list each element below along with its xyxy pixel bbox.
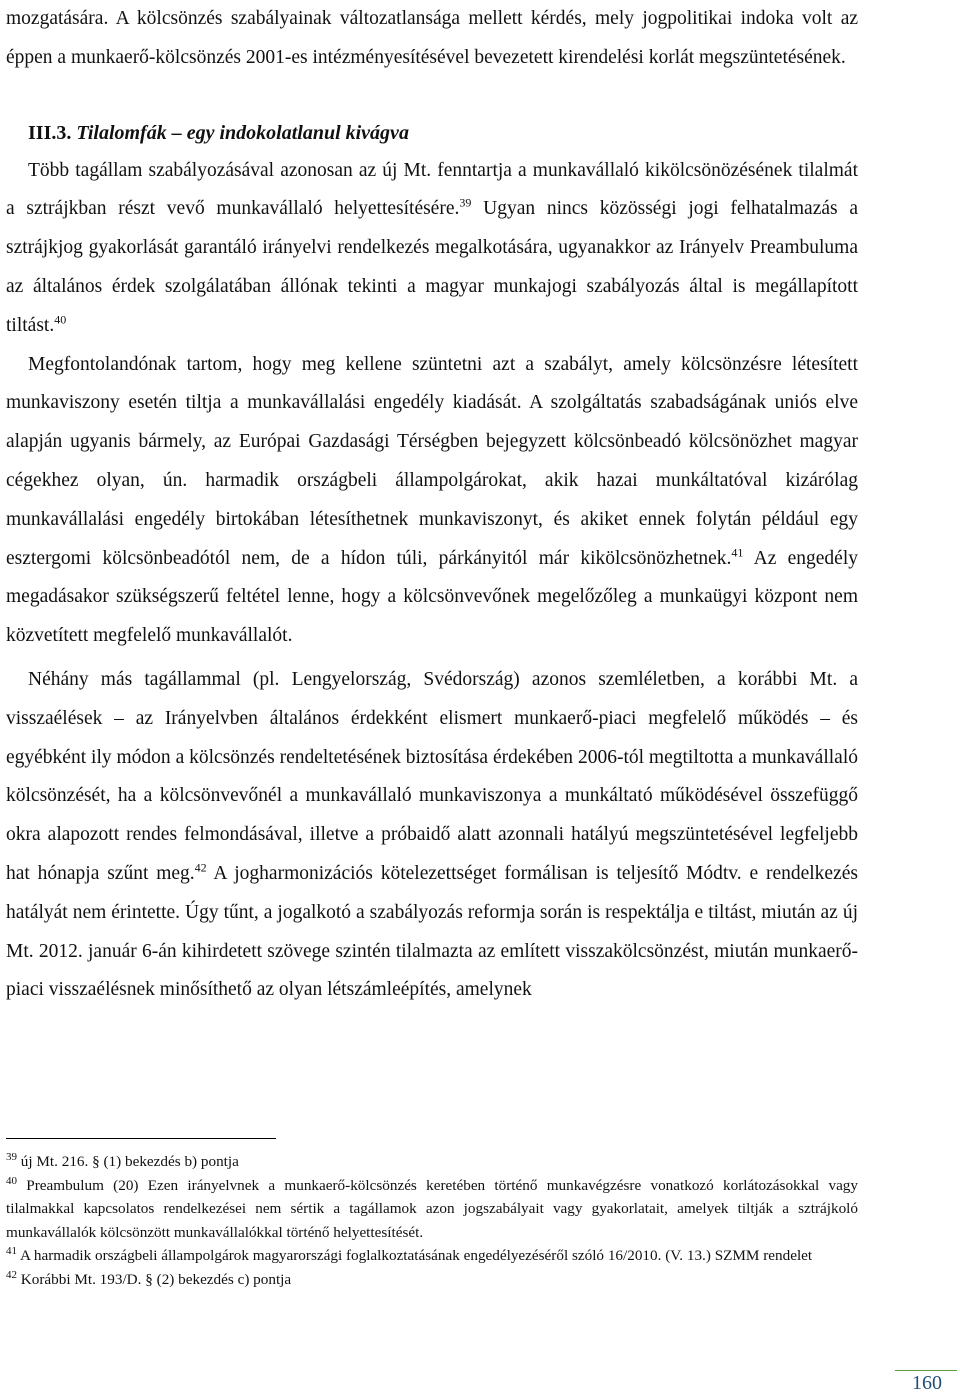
footnote-number: 40 (6, 1174, 17, 1187)
footnote-42 (6, 1268, 858, 1292)
footnote-40 (6, 1174, 858, 1245)
footnote-ref-39[interactable]: 39 (459, 195, 472, 210)
paragraph-rehire-ban (6, 661, 858, 1010)
paragraph-work-permit (6, 346, 858, 656)
footnote-number: 39 (6, 1150, 17, 1163)
footnote-number: 42 (6, 1268, 17, 1281)
paragraph-strike-ban (6, 152, 858, 346)
document-body (6, 0, 858, 1010)
heading-title: Tilalomfák – egy indokolatlanul kivágva (76, 121, 409, 144)
heading-number: III.3. (28, 121, 72, 144)
footnote-ref-40[interactable]: 40 (54, 312, 67, 327)
footnote-text: Korábbi Mt. 193/D. § (2) bekezdés c) pontja (17, 1270, 292, 1288)
paragraph-text: Néhány más tagállammal (pl. Lengyelország, Svédország) azonos szemléletben, a korábbi Mt. a visszaélések – az Irányelvben általános érdekként elismert munkaerő-piaci megfelelő működés – és egyébként ily módon a kölcsönzés rendeltetésének biztosítása érdekében 2006-tól megtiltotta a munkavállaló kölcsönzését, ha a kölcsönvevőnél a munkavállaló munkaviszonya a munkáltató működésével összefüggő okra alapozott rendes felmondásával, illetve a próbaidő alatt azonnali hatályú megszüntetésével legfeljebb hat hónapja szűnt meg. (6, 668, 858, 884)
footnote-number: 41 (6, 1244, 17, 1257)
footnotes (6, 1150, 858, 1291)
section-heading (6, 114, 858, 152)
footnote-separator (6, 1138, 276, 1139)
paragraph-text: A jogharmonizációs kötelezettséget formálisan is teljesítő Módtv. e rendelkezés hatályát nem érintette. Úgy tűnt, a jogalkotó a szabályozás reformja során is respektálja e tiltást, miután az új Mt. 2012. január 6-án kihirdetett szövege szintén tilalmazta az említett visszakölcsönzést, miután munkaerő-piaci visszaélésnek minősíthető az olyan létszámleépítés, amelynek (6, 862, 858, 1001)
footnote-39 (6, 1150, 858, 1174)
page-number-rule (895, 1370, 957, 1371)
footnote-41 (6, 1244, 858, 1268)
paragraph-text: Több tagállam szabályozásával azonosan az új Mt. fenntartja a munkavállaló kikölcsönözésének tilalmát a sztrájkban részt vevő munkavállaló helyettesítésére. (6, 159, 858, 220)
footnote-text: Preambulum (20) Ezen irányelvnek a munkaerő-kölcsönzés keretében történő munkavégzésre vonatkozó korlátozásokkal vagy tilalmakkal kapcsolatos rendelkezései nem sértik a tagállamok azon jogszabályait vagy gyakorlatait, amelyek tiltják a sztrájkoló munkavállalók kölcsönzött munkavállalókkal történő helyettesítését. (6, 1176, 858, 1241)
footnote-text: A harmadik országbeli állampolgárok magyarországi foglalkoztatásának engedélyezéséről szóló 16/2010. (V. 13.) SZMM rendelet (17, 1247, 813, 1264)
paragraph-text: Megfontolandónak tartom, hogy meg kellene szüntetni azt a szabályt, amely kölcsönzésre létesített munkaviszony esetén tiltja a munkavállalási engedély kiadását. A szolgáltatás szabadságának uniós elve alapján ugyanis bármely, az Európai Gazdasági Térségben bejegyzett kölcsönbeadó kölcsönözhet magyar cégekhez olyan, ún. harmadik országbeli állampolgárokat, akik hazai munkáltatóval kizárólag munkavállalási engedély birtokában létesíthetnek munkaviszonyt, és akiket ennek folytán például egy esztergomi kölcsönbeadótól nem, de a hídon túli, párkányitól már kikölcsönözhetnek. (6, 353, 858, 569)
footnote-text: új Mt. 216. § (1) bekezdés b) pontja (17, 1153, 239, 1170)
footnote-ref-41[interactable]: 41 (731, 545, 744, 560)
page-number: 160 (912, 1372, 942, 1394)
footnote-ref-42[interactable]: 42 (194, 860, 207, 875)
paragraph-text: Ugyan nincs közösségi jogi felhatalmazás a sztrájkjog gyakorlását garantáló irányelvi rendelkezés megalkotására, ugyanakkor az Irányelv Preambuluma az általános érdek szolgálatában állónak tekinti a magyar munkajogi szabályozás által is megállapított tiltást. (6, 198, 858, 336)
paragraph-text: Az engedély megadásakor szükségszerű feltétel lenne, hogy a kölcsönvevőnek megelőzőleg a munkaügyi központ nem közvetített megfelelő munkavállalót. (6, 547, 858, 647)
paragraph-continuation: mozgatására. A kölcsönzés szabályainak változatlansága mellett kérdés, mely jogpolitikai indoka volt az éppen a munkaerő-kölcsönzés 2001-es intézményesítésével bevezetett kirendelési korlát megszüntetésének. (6, 8, 858, 68)
